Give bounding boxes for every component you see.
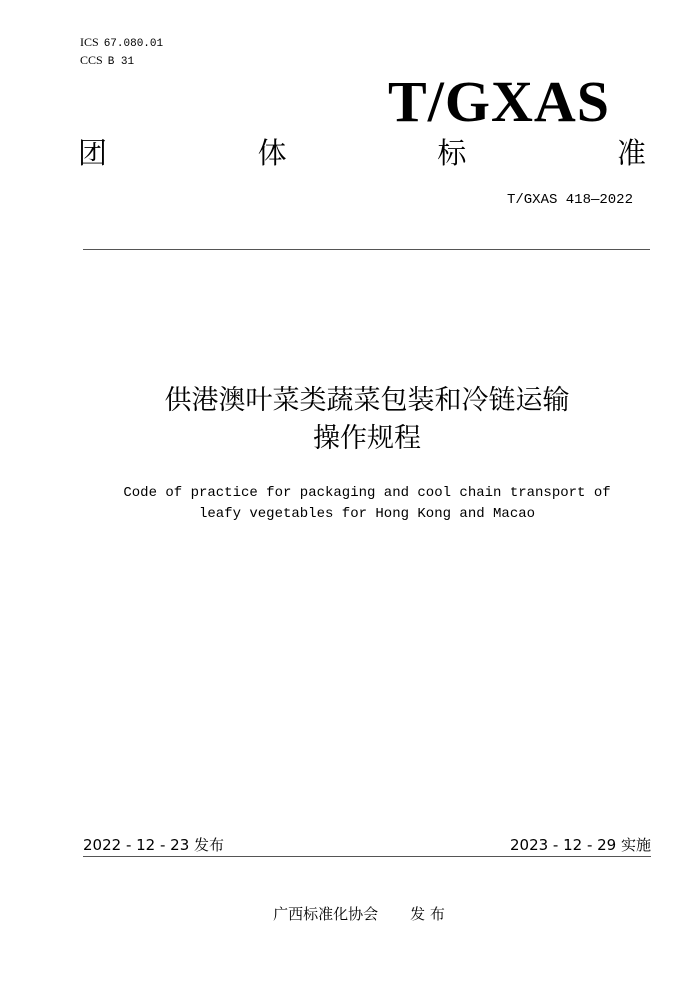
ics-classification: [80, 35, 163, 51]
standard-number: T/GXAS 418—2022: [506, 192, 633, 208]
chinese-title-line-1: 供港澳叶菜类蔬菜包装和冷链运输: [164, 385, 570, 416]
bottom-divider: [83, 856, 651, 857]
chinese-title-line-2: 操作规程: [313, 423, 421, 454]
ics-label: ICS: [80, 35, 99, 49]
ccs-label: CCS: [80, 53, 103, 67]
issuer-line: [0, 905, 700, 923]
category-char-1: 团: [78, 136, 108, 170]
chinese-title: [0, 382, 700, 458]
issuer-organization: 广西标准化协会: [273, 905, 379, 923]
english-title-line-2: leafy vegetables for Hong Kong and Macao: [198, 506, 536, 522]
publish-date: 2022 - 12 - 23 发布: [83, 836, 225, 854]
english-title: [0, 483, 700, 525]
category-char-4: 准: [616, 136, 646, 170]
category-char-3: 标: [437, 136, 467, 170]
top-divider: [83, 249, 650, 250]
ccs-code: B 31: [107, 56, 135, 68]
issuer-action: 发 布: [410, 905, 445, 923]
standard-category: [78, 136, 646, 170]
standard-brand-logo: T/GXAS: [388, 69, 610, 134]
ics-code: 67.080.01: [103, 38, 164, 50]
effective-date: 2023 - 12 - 29 实施: [509, 836, 651, 854]
english-title-line-1: Code of practice for packaging and cool chain transport of: [123, 485, 611, 501]
category-char-2: 体: [257, 136, 287, 170]
ccs-classification: [80, 53, 134, 69]
